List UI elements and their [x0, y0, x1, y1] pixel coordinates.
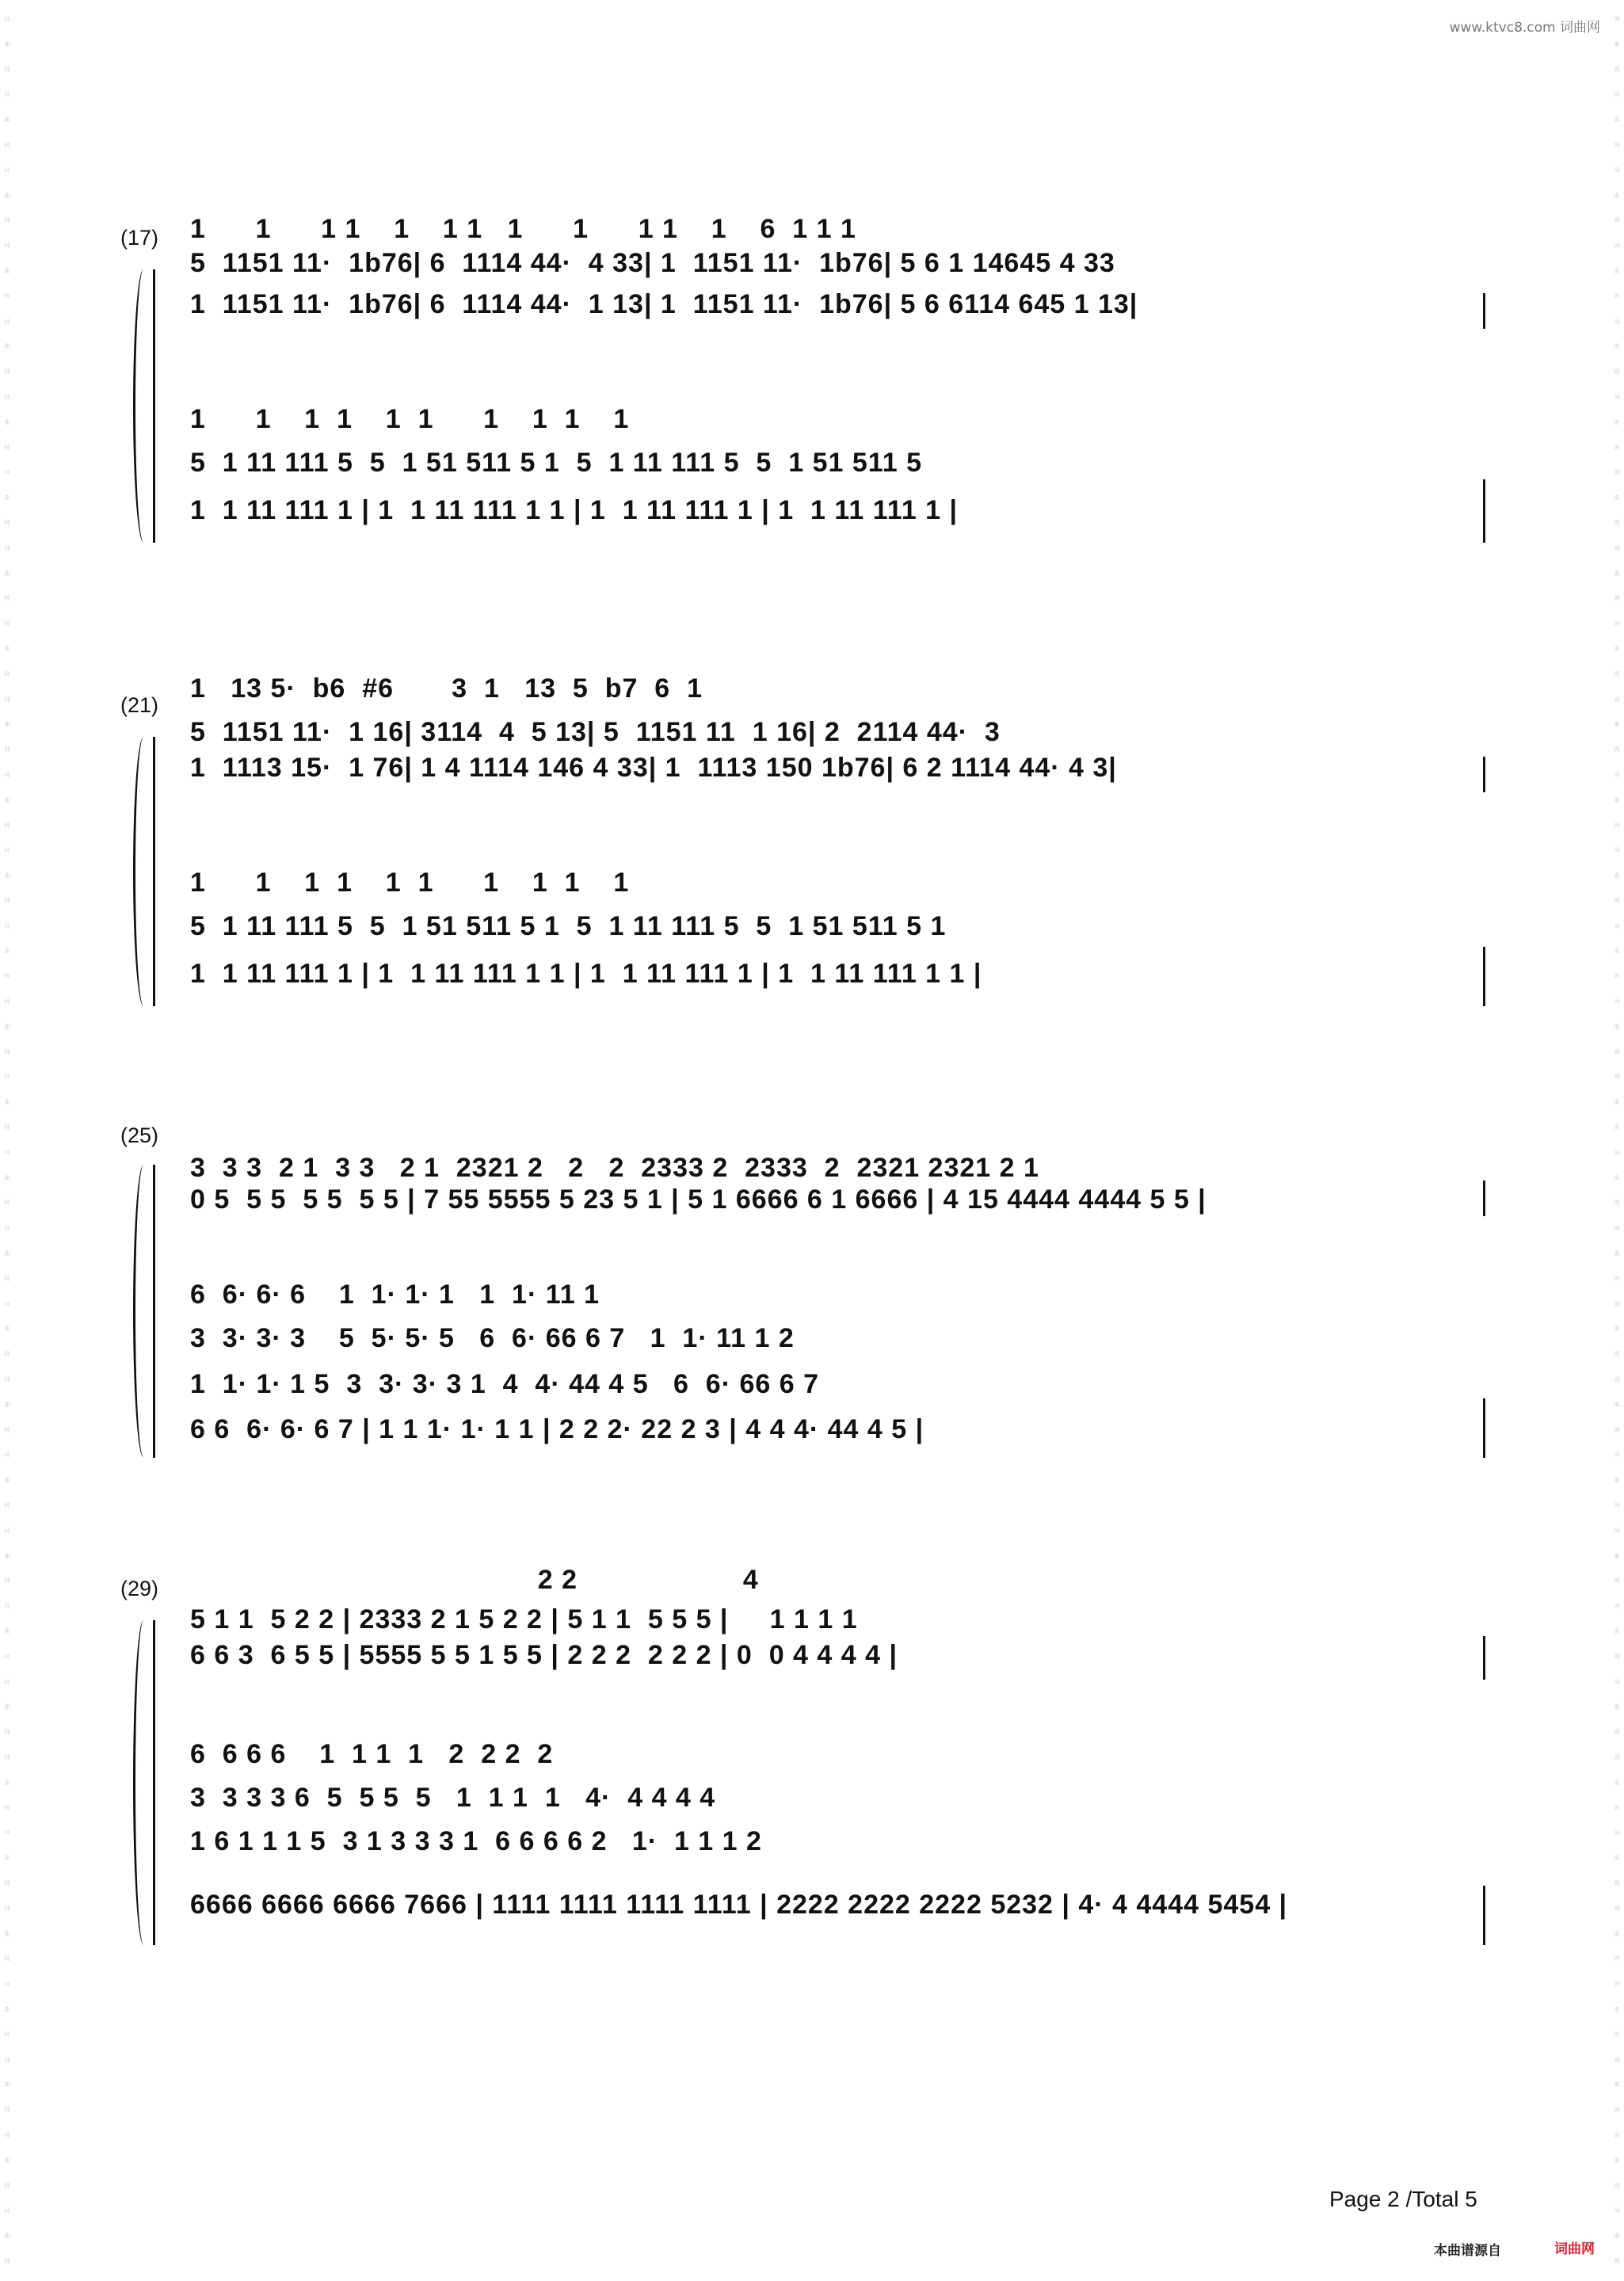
watermark-char: 词: [1614, 1149, 1620, 1156]
bass-row-2: 5 1 11 111 5 5 1 51 511 5 1 5 1 11 111 5 5 1 51 511 5: [190, 448, 923, 478]
watermark-char: 网: [1614, 973, 1620, 980]
system-left-barline: [153, 269, 155, 543]
watermark-char: 曲: [4, 2233, 10, 2240]
watermark-char: 网: [1614, 1275, 1620, 1282]
bass-row-2: 3 3 3 3 6 5 5 5 5 1 1 1 1 4· 4 4 4 4: [190, 1783, 716, 1813]
watermark-char: 词: [4, 242, 10, 250]
watermark-char: 网: [4, 1351, 10, 1358]
watermark-char: 词: [4, 1300, 10, 1307]
watermark-char: 词: [1614, 847, 1620, 854]
watermark-char: 词: [4, 1527, 10, 1534]
watermark-char: 曲: [1614, 1703, 1620, 1711]
watermark-char: 网: [1614, 1351, 1620, 1358]
watermark-char: 曲: [1614, 116, 1620, 124]
watermark-char: 词: [4, 847, 10, 854]
watermark-char: 曲: [1614, 570, 1620, 577]
watermark-char: 网: [4, 973, 10, 980]
measure-number: (21): [120, 693, 159, 717]
watermark-char: 词: [4, 1981, 10, 1988]
watermark-char: 曲: [4, 494, 10, 502]
watermark-char: 词: [1614, 393, 1620, 400]
watermark-char: 词: [1614, 1451, 1620, 1459]
watermark-char: 网: [1614, 1804, 1620, 1811]
watermark-char: 词: [1614, 2207, 1620, 2214]
watermark-char: 曲: [1614, 1628, 1620, 1634]
watermark-char: 网: [1614, 217, 1620, 224]
watermark-char: 词: [4, 469, 10, 476]
watermark-char: 网: [4, 595, 10, 602]
watermark-char: 网: [4, 1879, 10, 1886]
watermark-char: 词: [4, 696, 10, 703]
watermark-char: 曲: [4, 872, 10, 879]
watermark-char: 曲: [4, 1023, 10, 1030]
watermark-char: 词: [1614, 922, 1620, 929]
watermark-char: 曲: [4, 2081, 10, 2088]
watermark-char: 网: [4, 519, 10, 526]
watermark-char: 网: [4, 217, 10, 224]
watermark-char: 网: [4, 1577, 10, 1585]
watermark-char: 曲: [1614, 872, 1620, 879]
watermark-char: 网: [4, 1729, 10, 1736]
watermark-char: 曲: [4, 1401, 10, 1408]
watermark-char: 网: [4, 1653, 10, 1660]
grand-staff-brace: [133, 1620, 151, 1945]
watermark-char: 词: [1614, 696, 1620, 703]
watermark-char: 词: [4, 1074, 10, 1081]
watermark-char: 词: [4, 1376, 10, 1383]
watermark-char: 网: [1614, 2031, 1620, 2038]
watermark-char: 曲: [1614, 796, 1620, 803]
system-left-barline: [153, 1620, 155, 1945]
watermark-char: 曲: [4, 40, 10, 48]
watermark-char: 网: [1614, 2257, 1620, 2264]
treble-row-3: 1 1151 11· 1b76| 6 1114 44· 1 13| 1 1151 11· 1b76| 5 6 6114 645 1 13|: [190, 289, 1138, 319]
watermark-char: 曲: [1614, 40, 1620, 48]
watermark-char: 网: [1614, 141, 1620, 148]
watermark-char: 网: [1614, 1653, 1620, 1660]
watermark-char: 网: [1614, 1502, 1620, 1509]
watermark-char: 网: [1614, 1955, 1620, 1962]
watermark-char: 曲: [1614, 1023, 1620, 1030]
watermark-char: 词: [4, 620, 10, 627]
system-end-barline: [1483, 1886, 1485, 1945]
bass-row-4: 6 6 6· 6· 6 7 | 1 1 1· 1· 1 1 | 2 2 2· 22 2 3 | 4 4 4· 44 4 5 |: [190, 1414, 924, 1444]
watermark-char: 曲: [4, 2005, 10, 2012]
watermark-char: 词: [1614, 1074, 1620, 1081]
watermark-char: 网: [4, 897, 10, 904]
treble-row-2: 5 1151 11· 1 16| 3114 4 5 13| 5 1151 11 1 16| 2 2114 44· 3: [190, 717, 1001, 747]
watermark-char: 网: [1614, 292, 1620, 299]
site-url[interactable]: www.ktvc8.com 词曲网: [1449, 20, 1600, 36]
watermark-char: 词: [1614, 16, 1620, 22]
watermark-char: 网: [4, 1502, 10, 1509]
watermark-char: 词: [4, 998, 10, 1005]
watermark-char: 词: [1614, 1753, 1620, 1760]
watermark-char: 词: [4, 771, 10, 778]
watermark-char: 词: [4, 2207, 10, 2214]
treble-row-2: 5 1151 11· 1b76| 6 1114 44· 4 33| 1 1151 11· 1b76| 5 6 1 14645 4 33: [190, 248, 1115, 278]
system-left-barline: [153, 1165, 155, 1458]
watermark-char: 网: [4, 2031, 10, 2038]
watermark-char: 词: [4, 1905, 10, 1912]
watermark-char: 曲: [1614, 494, 1620, 502]
watermark-char: 曲: [1614, 948, 1620, 955]
watermark-char: 网: [1614, 66, 1620, 73]
watermark-char: 词: [1614, 1527, 1620, 1534]
watermark-char: 网: [4, 822, 10, 829]
watermark-char: 网: [4, 670, 10, 677]
watermark-char: 曲: [1614, 2081, 1620, 2088]
watermark-char: 网: [1614, 444, 1620, 451]
watermark-char: 网: [1614, 595, 1620, 602]
watermark-char: 网: [1614, 2182, 1620, 2189]
watermark-char: 网: [1614, 368, 1620, 376]
watermark-char: 网: [4, 1426, 10, 1433]
watermark-char: 网: [4, 2107, 10, 2114]
system-end-barline: [1483, 293, 1485, 329]
watermark-char: 曲: [4, 645, 10, 652]
bass-row-1: 1 1 1 1 1 1 1 1 1 1: [190, 868, 630, 898]
watermark-char: 词: [1614, 2131, 1620, 2138]
watermark-char: 曲: [4, 721, 10, 728]
watermark-char: 曲: [4, 192, 10, 199]
watermark-char: 词: [1614, 1300, 1620, 1307]
watermark-char: 词: [1614, 318, 1620, 325]
system-end-barline: [1483, 947, 1485, 1006]
watermark-char: 网: [1614, 1124, 1620, 1131]
bass-row-1: 6 6 6 6 1 1 1 1 2 2 2 2: [190, 1739, 636, 1769]
treble-row-1: 1 13 5· b6 #6 3 1 13 5 b7 6 1: [190, 673, 703, 704]
watermark-char: 网: [1614, 1879, 1620, 1886]
watermark-char: 网: [4, 2257, 10, 2264]
bass-row-3: 1 6 1 1 1 5 3 1 3 3 3 1 6 6 6 6 2 1· 1 1 1 2: [190, 1826, 762, 1856]
watermark-char: 词: [4, 1451, 10, 1459]
bass-row-3: 1 1· 1· 1 5 3 3· 3· 3 1 4 4· 44 4 5 6 6· 66 6 7: [190, 1369, 819, 1399]
watermark-char: 网: [1614, 822, 1620, 829]
watermark-char: 曲: [4, 267, 10, 274]
treble-row-2: 5 1 1 5 2 2 | 2333 2 1 5 2 2 | 5 1 1 5 5 5 | 1 1 1 1: [190, 1604, 858, 1634]
watermark-char: 曲: [4, 1174, 10, 1181]
watermark-char: 网: [4, 1048, 10, 1055]
watermark-char: 词: [1614, 166, 1620, 174]
watermark-char: 曲: [4, 948, 10, 955]
watermark-char: 网: [4, 141, 10, 148]
watermark-char: 网: [1614, 670, 1620, 677]
watermark-char: 曲: [4, 1855, 10, 1862]
watermark-char: 曲: [4, 1477, 10, 1484]
watermark-char: 网: [4, 66, 10, 73]
watermark-char: 曲: [1614, 2157, 1620, 2164]
measure-number: (17): [120, 226, 159, 250]
watermark-char: 网: [1614, 1577, 1620, 1585]
watermark-char: 词: [1614, 544, 1620, 551]
watermark-char: 曲: [1614, 1401, 1620, 1408]
bass-row-2: 5 1 11 111 5 5 1 51 511 5 1 5 1 11 111 5 5 1 51 511 5 1: [190, 911, 947, 941]
grand-staff-brace: [133, 269, 151, 543]
watermark-char: 词: [1614, 1225, 1620, 1232]
watermark-char: 词: [4, 1753, 10, 1760]
page-indicator: Page 2 /Total 5: [1329, 2187, 1477, 2211]
watermark-char: 网: [1614, 1729, 1620, 1736]
grand-staff-brace: [133, 1165, 151, 1458]
watermark-char: 曲: [1614, 1779, 1620, 1786]
watermark-char: 词: [1614, 1829, 1620, 1837]
watermark-char: 词: [1614, 242, 1620, 250]
treble-row-1: 3 3 3 2 1 3 3 2 1 2321 2 2 2 2333 2 2333 2 2321 2321 2 1: [190, 1153, 1039, 1183]
measure-number: (29): [120, 1577, 159, 1600]
system-end-barline: [1483, 757, 1485, 792]
watermark-char: 曲: [1614, 1250, 1620, 1257]
watermark-char: 网: [1614, 746, 1620, 753]
watermark-char: 词: [4, 91, 10, 98]
treble-row-2: 0 5 5 5 5 5 5 5 | 7 55 5555 5 23 5 1 | 5 1 6666 6 1 6666 | 4 15 4444 4444 5 5 |: [190, 1184, 1207, 1215]
watermark-char: 曲: [1614, 418, 1620, 425]
watermark-char: 词: [4, 2056, 10, 2063]
watermark-char: 曲: [4, 418, 10, 425]
watermark-char: 曲: [4, 2157, 10, 2164]
watermark-char: 曲: [1614, 267, 1620, 274]
watermark-char: 曲: [4, 1779, 10, 1786]
treble-row-1: 2 2 4: [190, 1565, 759, 1595]
bass-row-3: 1 1 11 111 1 | 1 1 11 111 1 1 | 1 1 11 111 1 | 1 1 11 111 1 1 |: [190, 959, 982, 989]
system-end-barline: [1483, 1181, 1485, 1216]
watermark-char: 曲: [4, 1099, 10, 1106]
watermark-char: 曲: [1614, 1477, 1620, 1484]
watermark-char: 词: [1614, 1678, 1620, 1685]
watermark-char: 网: [1614, 1048, 1620, 1055]
treble-row-3: 1 1113 15· 1 76| 1 4 1114 146 4 33| 1 1113 150 1b76| 6 2 1114 44· 4 3|: [190, 753, 1117, 783]
watermark-char: 曲: [4, 796, 10, 803]
watermark-char: 词: [4, 1678, 10, 1685]
left-watermark-strip: [2, 0, 13, 2281]
system-left-barline: [153, 737, 155, 1006]
watermark-char: 曲: [1614, 1174, 1620, 1181]
watermark-char: 词: [4, 1829, 10, 1837]
system-end-barline: [1483, 1636, 1485, 1680]
watermark-char: 词: [4, 318, 10, 325]
watermark-char: 词: [4, 16, 10, 22]
watermark-char: 网: [4, 1275, 10, 1282]
watermark-char: 曲: [1614, 1930, 1620, 1937]
watermark-char: 词: [1614, 998, 1620, 1005]
watermark-char: 曲: [1614, 1325, 1620, 1333]
watermark-char: 网: [1614, 897, 1620, 904]
watermark-char: 网: [4, 1200, 10, 1207]
bass-row-1: 1 1 1 1 1 1 1 1 1 1: [190, 404, 630, 434]
watermark-char: 曲: [1614, 343, 1620, 350]
watermark-char: 词: [4, 2131, 10, 2138]
watermark-char: 网: [1614, 519, 1620, 526]
grand-staff-brace: [133, 737, 151, 1006]
watermark-char: 词: [1614, 1905, 1620, 1912]
watermark-char: 曲: [1614, 1552, 1620, 1559]
watermark-char: 网: [1614, 1200, 1620, 1207]
watermark-char: 词: [4, 544, 10, 551]
watermark-char: 网: [4, 1955, 10, 1962]
watermark-char: 曲: [1614, 1099, 1620, 1106]
watermark-char: 网: [4, 1804, 10, 1811]
watermark-char: 词: [1614, 1376, 1620, 1383]
watermark-char: 曲: [4, 1325, 10, 1333]
watermark-char: 曲: [4, 1628, 10, 1634]
watermark-char: 词: [4, 1149, 10, 1156]
watermark-char: 曲: [4, 1552, 10, 1559]
watermark-char: 网: [4, 292, 10, 299]
watermark-char: 曲: [1614, 721, 1620, 728]
watermark-char: 曲: [4, 1930, 10, 1937]
watermark-char: 词: [4, 1603, 10, 1610]
right-watermark-strip: [1611, 0, 1622, 2281]
bass-row-3: 1 1 11 111 1 | 1 1 11 111 1 1 | 1 1 11 111 1 | 1 1 11 111 1 |: [190, 495, 959, 525]
watermark-char: 网: [1614, 1426, 1620, 1433]
watermark-char: 网: [4, 368, 10, 376]
watermark-char: 曲: [1614, 2233, 1620, 2240]
watermark-char: 曲: [4, 116, 10, 124]
watermark-char: 词: [1614, 469, 1620, 476]
watermark-char: 词: [4, 1225, 10, 1232]
watermark-char: 网: [1614, 2107, 1620, 2114]
watermark-char: 曲: [1614, 1855, 1620, 1862]
source-label: 本曲谱源自: [1434, 2243, 1501, 2259]
watermark-char: 曲: [1614, 192, 1620, 199]
watermark-char: 曲: [1614, 645, 1620, 652]
measure-number: (25): [120, 1123, 159, 1147]
site-logo[interactable]: 词曲网: [1554, 2241, 1595, 2257]
watermark-char: 词: [1614, 2056, 1620, 2063]
watermark-char: 网: [4, 444, 10, 451]
watermark-char: 曲: [4, 570, 10, 577]
watermark-char: 词: [4, 393, 10, 400]
watermark-char: 词: [1614, 771, 1620, 778]
watermark-char: 网: [4, 1124, 10, 1131]
watermark-char: 网: [4, 746, 10, 753]
watermark-char: 曲: [4, 343, 10, 350]
watermark-char: 词: [4, 166, 10, 174]
treble-row-1: 1 1 1 1 1 1 1 1 1 1 1 1 6 1 1 1: [190, 214, 856, 244]
bass-row-1: 6 6· 6· 6 1 1· 1· 1 1 1· 11 1: [190, 1280, 600, 1310]
watermark-char: 网: [4, 2182, 10, 2189]
watermark-char: 词: [1614, 1981, 1620, 1988]
watermark-char: 词: [4, 922, 10, 929]
watermark-char: 曲: [4, 1250, 10, 1257]
watermark-char: 词: [1614, 91, 1620, 98]
watermark-char: 曲: [4, 1703, 10, 1711]
treble-row-3: 6 6 3 6 5 5 | 5555 5 5 1 5 5 | 2 2 2 2 2 2 | 0 0 4 4 4 4 |: [190, 1640, 898, 1670]
watermark-char: 词: [1614, 620, 1620, 627]
watermark-char: 曲: [1614, 2005, 1620, 2012]
bass-row-2: 3 3· 3· 3 5 5· 5· 5 6 6· 66 6 7 1 1· 11 1 2: [190, 1323, 795, 1353]
system-end-barline: [1483, 479, 1485, 543]
bass-row-4: 6666 6666 6666 7666 | 1111 1111 1111 1111 | 2222 2222 2222 5232 | 4· 4 4444 5454 |: [190, 1890, 1288, 1920]
system-end-barline: [1483, 1398, 1485, 1458]
watermark-char: 词: [1614, 1603, 1620, 1610]
